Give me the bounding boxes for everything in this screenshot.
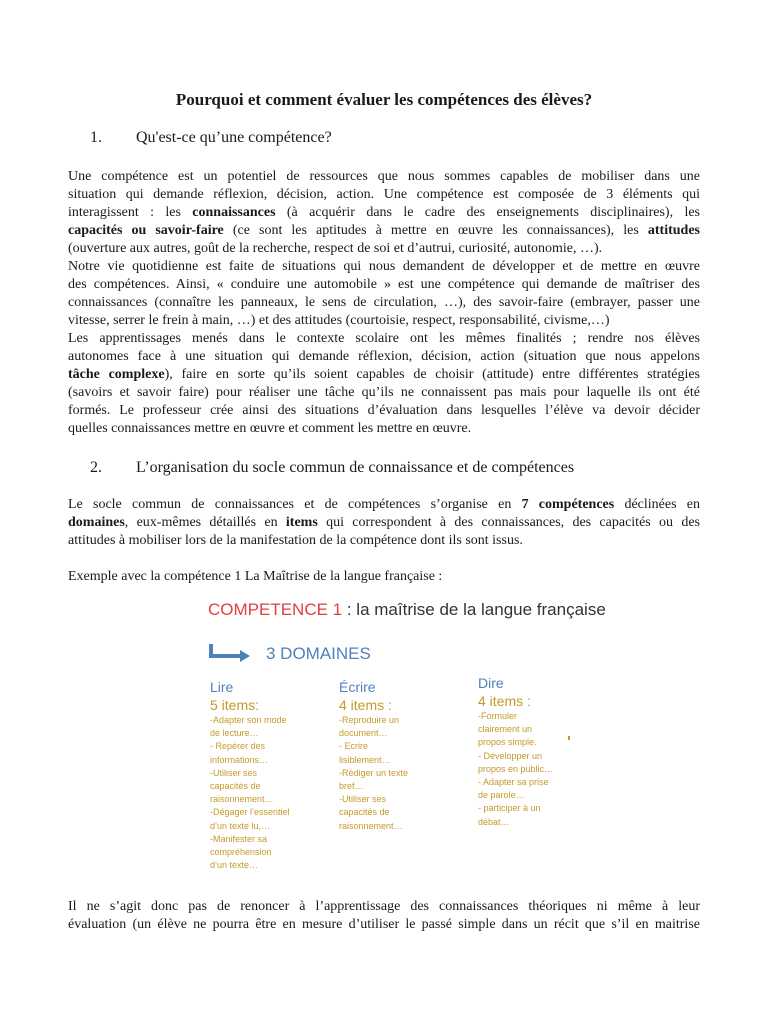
bent-arrow-icon — [208, 642, 252, 664]
item-list — [478, 710, 598, 829]
list-item: propos en public… — [478, 763, 554, 774]
section-heading-text: Qu'est-ce qu’une compétence? — [136, 129, 332, 146]
list-item: clairement un — [478, 724, 533, 735]
domains-label: 3 DOMAINES — [266, 644, 371, 663]
paragraph-learning — [68, 330, 700, 437]
list-item: de lecture… — [210, 728, 259, 739]
list-item: - Ecrire — [339, 741, 368, 752]
list-item: de parole… — [478, 790, 525, 801]
paragraph-example — [68, 258, 700, 330]
list-item: compréhension — [210, 847, 272, 858]
domain-name: Écrire — [339, 679, 376, 695]
section-heading-2 — [90, 458, 574, 478]
list-item: raisonnement… — [210, 794, 274, 805]
text-line: situation qui demande réflexion, décision, action. Une compétence est composée de 3 éléments qui — [68, 186, 700, 202]
bold-term: connaissances — [192, 204, 276, 220]
text-line: interagissent : les connaissances (à acquérir dans le cadre des enseignements disciplinaires), les — [68, 204, 700, 220]
text-line: autonomes face à une situation qui demande réflexion, décision, action (situation que nous appelons — [68, 348, 700, 364]
list-item: - Repérer des — [210, 741, 266, 752]
text-line: vitesse, serrer le frein à main, …) et des attitudes (courtoisie, respect, responsabilité, civisme,…) — [68, 312, 610, 328]
text-line: connaissances (connaître les panneaux, le sens de circulation, …), des savoir-faire (embrayer, passer une — [68, 294, 700, 310]
domain-name: Lire — [210, 679, 234, 695]
bold-term: tâche complexe — [68, 366, 165, 382]
text-line: (savoirs et savoir faire) pour réaliser une tâche qu’ils ne connaissent pas mais pour laquelle ils ont été — [68, 384, 700, 400]
list-item: d’un texte lu,… — [210, 820, 271, 831]
item-list — [210, 714, 330, 872]
list-item: - Adapter sa prise — [478, 777, 549, 788]
text-line: tâche complexe), faire en sorte qu’ils soient capables de choisir (attitude) entre différentes stratégies — [68, 366, 700, 382]
list-item: -Dégager l’essentiel — [210, 807, 290, 818]
page-title: Pourquoi et comment évaluer les compétences des élèves? — [175, 90, 593, 109]
list-item: informations… — [210, 754, 269, 765]
domain-column-dire — [478, 674, 598, 829]
bold-term: attitudes — [647, 222, 700, 238]
figure-title: COMPETENCE 1 : la maîtrise de la langue française — [208, 600, 606, 619]
list-item: - participer à un — [478, 803, 541, 814]
bold-term: items — [285, 514, 318, 530]
section-number: 1. — [90, 129, 102, 146]
item-count: 4 items : — [478, 693, 531, 709]
list-item: -Formuler — [478, 711, 518, 721]
text-line: Le socle commun de connaissances et de compétences s’organise en 7 compétences déclinées en — [68, 497, 700, 512]
text-line: (ouverture aux autres, goût de la recherche, respect de soi et d’autrui, curiosité, autonomie, …). — [68, 240, 603, 256]
list-item: -Utiliser ses — [339, 794, 387, 805]
text-line: formés. Le professeur crée ainsi des situations d’évaluation dans lesquelles l’élève va devoir décider — [68, 402, 700, 418]
list-item: capacités de — [339, 807, 390, 818]
domain-name: Dire — [478, 675, 504, 691]
section-heading-1 — [90, 128, 332, 148]
list-item: -Utiliser ses — [210, 767, 258, 778]
list-item: -Rédiger un texte — [339, 767, 409, 778]
paragraph-conclusion — [68, 898, 700, 934]
text-line: quelles connaissances mettre en œuvre et comment les mettre en œuvre. — [68, 420, 472, 436]
item-count: 5 items: — [210, 697, 260, 713]
domain-column-lire — [210, 678, 330, 872]
bold-term: domaines — [68, 514, 125, 530]
domain-column-ecrire — [339, 678, 459, 833]
text-line: attitudes à mobiliser lors de la manifestation de la compétence dont ils sont issus. — [68, 532, 523, 548]
text-line: domaines, eux-mêmes détaillés en items qui correspondent à des connaissances, des capacités ou des — [68, 514, 700, 530]
text-line: capacités ou savoir-faire (ce sont les aptitudes à mettre en œuvre les connaissances), les attitudes — [68, 222, 700, 238]
section-heading-text: L’organisation du socle commun de connaissance et de compétences — [136, 459, 575, 476]
decorative-tick — [568, 736, 570, 740]
list-item: document… — [339, 728, 388, 739]
paragraph-definition — [68, 168, 700, 258]
list-item: -Reproduire un — [339, 715, 400, 725]
list-item: - Développer un — [478, 750, 543, 761]
item-count: 4 items : — [339, 697, 392, 713]
paragraph-socle — [68, 496, 700, 550]
list-item: d’un texte… — [210, 860, 259, 871]
text-line: Les apprentissages menés dans le contexte scolaire ont les mêmes finalités ; rendre nos élèves — [68, 331, 700, 346]
list-item: raisonnement… — [339, 820, 403, 831]
item-list — [339, 714, 459, 833]
text-line: Il ne s’agit donc pas de renoncer à l’apprentissage des connaissances théoriques ni même à leur — [68, 899, 700, 914]
list-item: -Manifester sa — [210, 833, 268, 844]
paragraph-example-intro: Exemple avec la compétence 1 La Maîtrise de la langue française : — [68, 569, 443, 584]
list-item: bref… — [339, 781, 364, 792]
competence-figure — [200, 598, 606, 888]
text-line: Notre vie quotidienne est faite de situations qui nous demandent de développer et de mettre en œuvre — [68, 259, 700, 274]
list-item: capacités de — [210, 781, 261, 792]
text-line: des compétences. Ainsi, « conduire une automobile » est une compétence qui demande de maîtriser des — [68, 276, 700, 292]
list-item: -Adapter son mode — [210, 715, 287, 725]
list-item: lisiblement… — [339, 754, 391, 765]
list-item: propos simple. — [478, 737, 537, 748]
text-line: évaluation (un élève ne pourra être en mesure d’utiliser le passé simple dans un récit que s’il en maitrise — [68, 916, 700, 932]
bold-term: 7 compétences — [521, 497, 615, 512]
text-line: Une compétence est un potentiel de ressources que nous sommes capables de mobiliser dans une — [68, 169, 700, 184]
section-number: 2. — [90, 459, 102, 476]
bold-term: capacités ou savoir-faire — [68, 222, 224, 238]
list-item: débat… — [478, 816, 510, 827]
